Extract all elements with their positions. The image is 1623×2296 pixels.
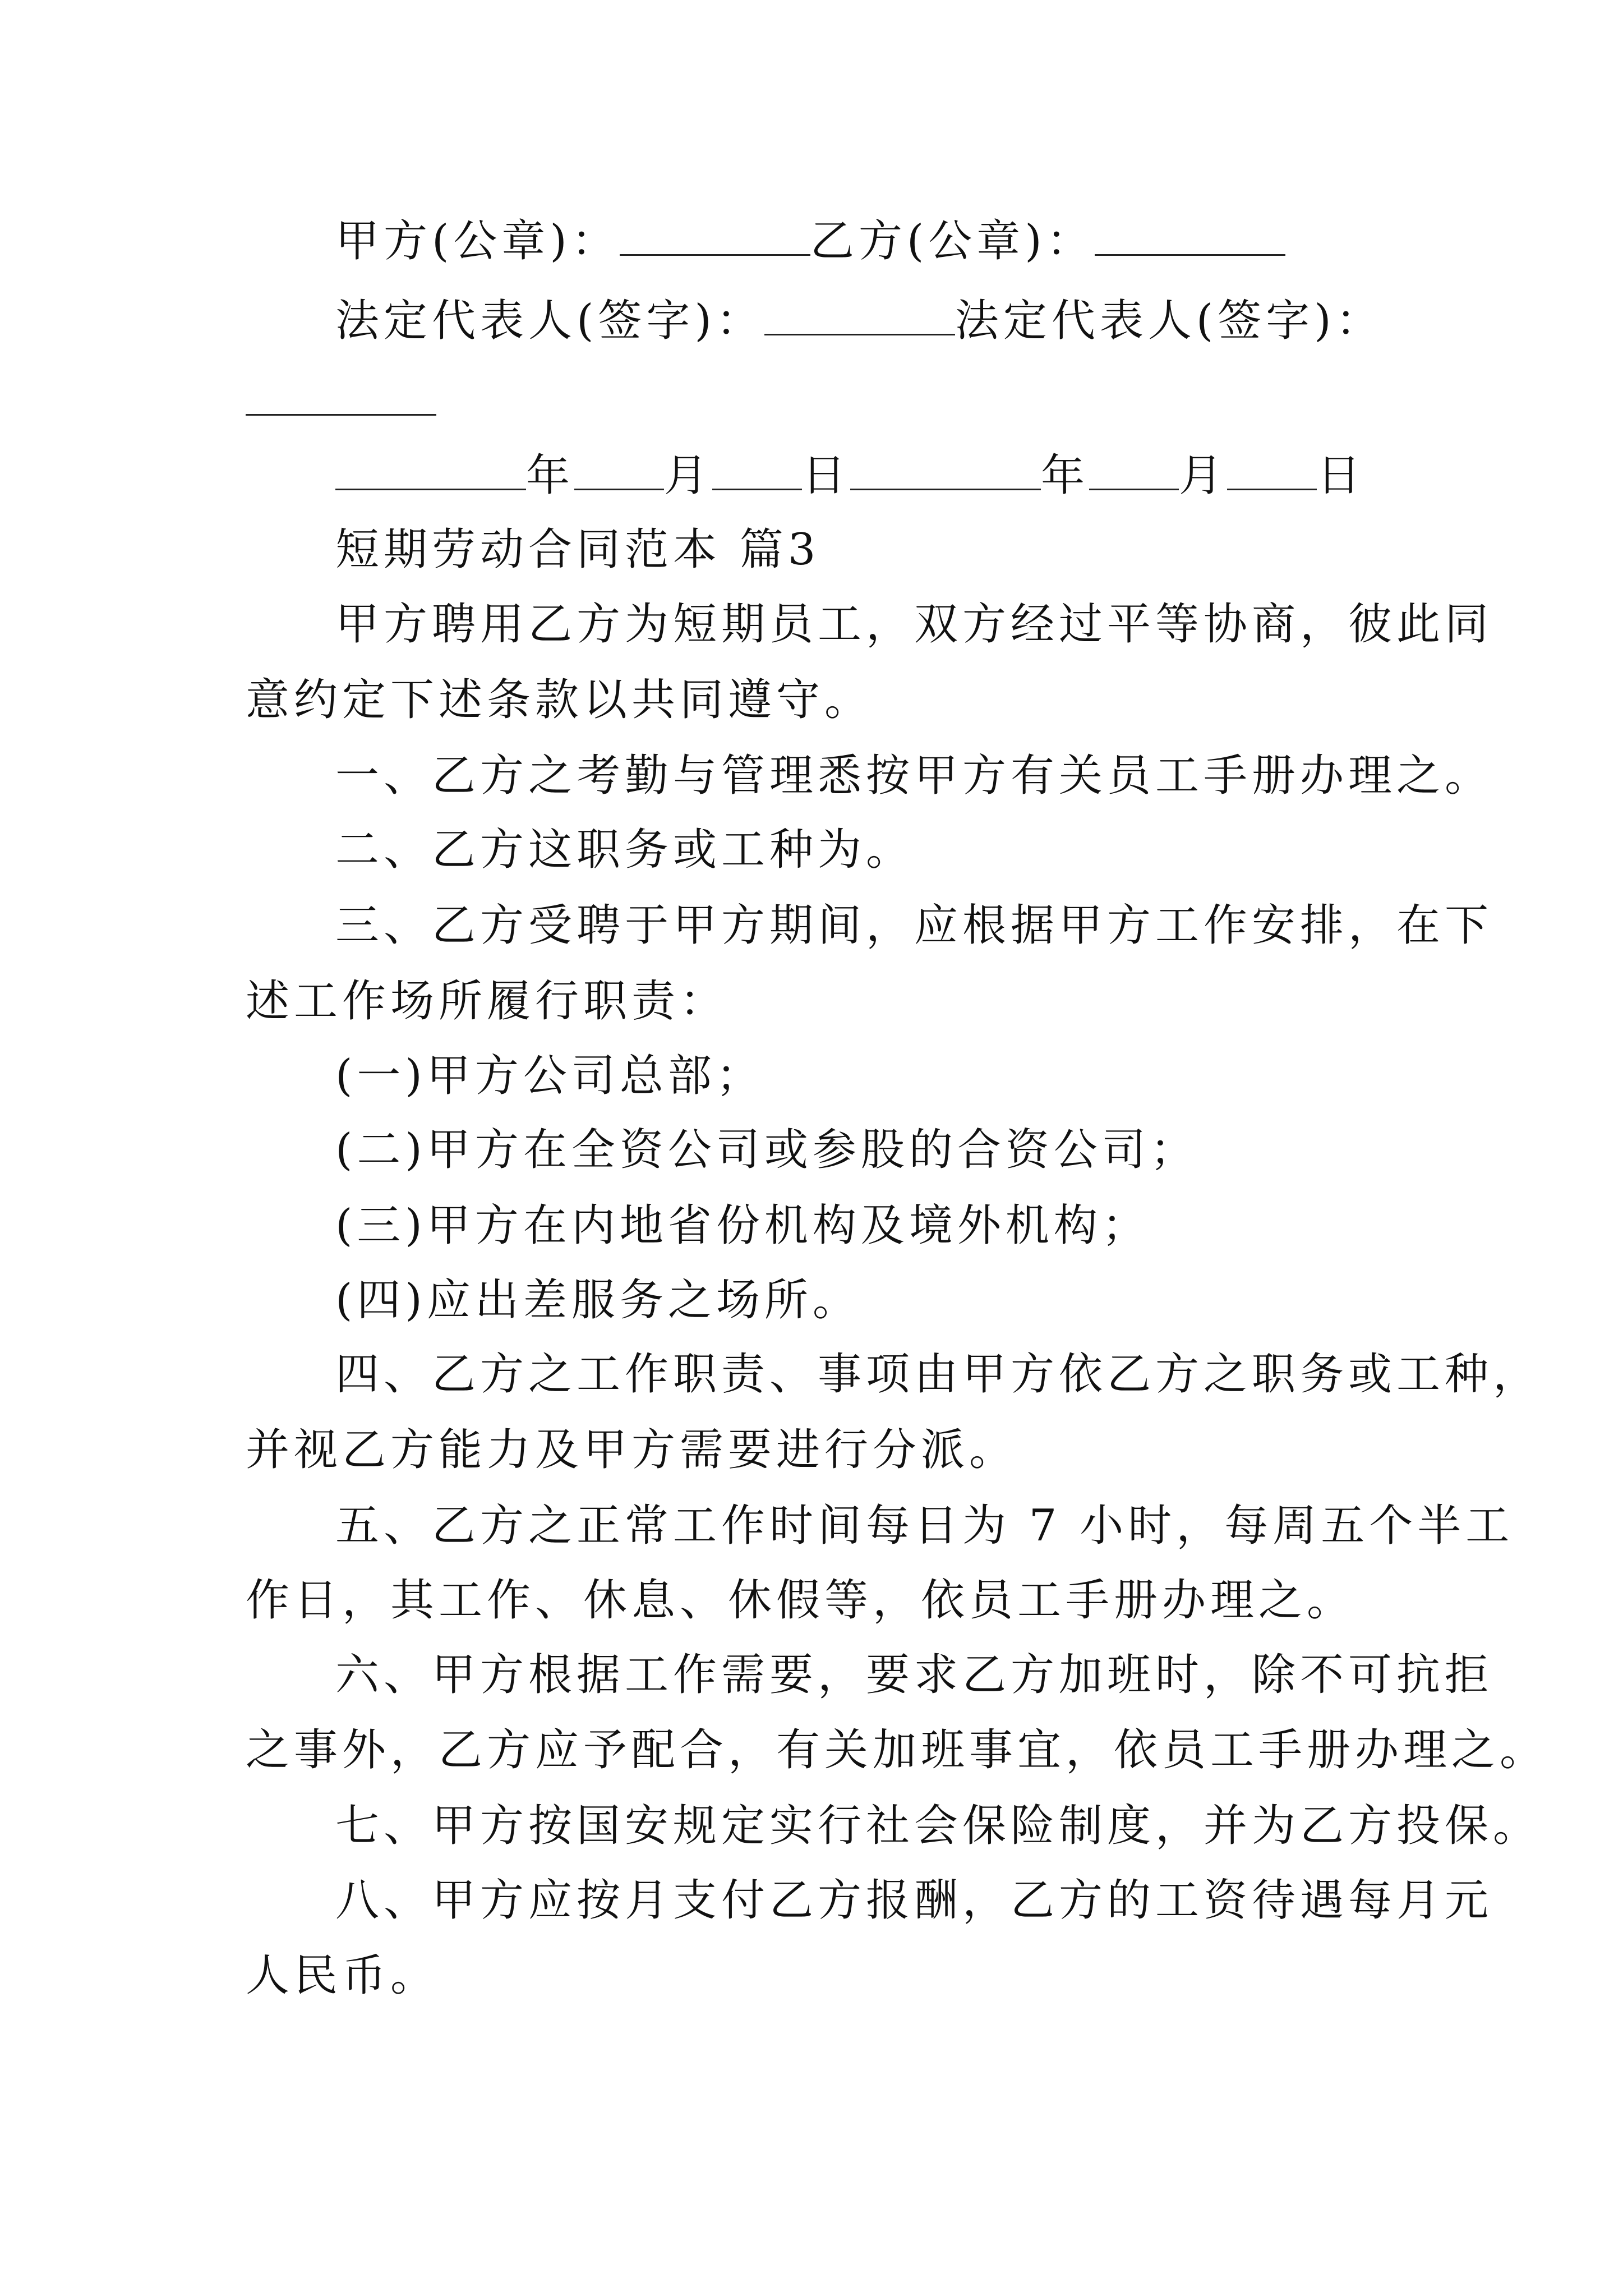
legal-rep-b-blank-line	[246, 373, 436, 429]
clause-4-line-2: 并视乙方能力及甲方需要进行分派。	[246, 1425, 1018, 1475]
clause-8-line-1: 八、甲方应按月支付乙方报酬，乙方的工资待遇每月元	[335, 1875, 1493, 1926]
sub-item-2: (二)甲方在全资公司或参股的合资公司；	[335, 1125, 1198, 1175]
intro-line-2: 意约定下述条款以共同遵守。	[246, 675, 873, 725]
legal-rep-a-label: 法定代表人(签字)：	[335, 296, 764, 346]
month-a-label: 月	[664, 450, 713, 501]
month-b-blank	[1089, 455, 1179, 490]
party-a-seal-label: 甲方(公章)：	[335, 216, 620, 266]
clause-8-line-2: 人民币。	[246, 1950, 439, 2001]
seal-line	[335, 213, 1285, 269]
party-b-seal-blank	[1095, 220, 1285, 256]
section-heading: 短期劳动合同范本 篇3	[335, 524, 820, 575]
clause-3-line-2: 述工作场所履行职责：	[246, 976, 728, 1027]
day-a-blank	[712, 455, 802, 490]
month-a-blank	[574, 455, 664, 490]
party-b-seal-label: 乙方(公章)：	[810, 216, 1095, 266]
clause-5-line-2: 作日，其工作、休息、休假等，依员工手册办理之。	[246, 1575, 1355, 1626]
party-a-seal-blank	[620, 220, 810, 256]
clause-5-line-1: 五、乙方之正常工作时间每日为 7 小时，每周五个半工	[335, 1501, 1514, 1551]
clause-7: 七、甲方按国安规定实行社会保险制度，并为乙方投保。	[335, 1801, 1542, 1851]
month-b-label: 月	[1179, 450, 1228, 501]
year-a-blank	[335, 455, 526, 490]
sub-item-1: (一)甲方公司总部；	[335, 1051, 764, 1101]
year-b-label: 年	[1041, 450, 1090, 501]
date-line	[335, 448, 1365, 504]
legal-rep-line	[335, 293, 1384, 349]
year-b-blank	[850, 455, 1041, 490]
legal-rep-b-label: 法定代表人(签字)：	[955, 296, 1384, 346]
clause-2: 二、乙方这职务或工种为。	[335, 825, 915, 875]
day-b-label: 日	[1317, 450, 1366, 501]
clause-4-line-1: 四、乙方之工作职责、事项由甲方依乙方之职务或工种，	[335, 1349, 1542, 1400]
clause-3-line-1: 三、乙方受聘于甲方期间，应根据甲方工作安排，在下	[335, 900, 1493, 951]
legal-rep-a-blank	[764, 300, 955, 335]
sub-item-4: (四)应出差服务之场所。	[335, 1275, 861, 1326]
clause-1: 一、乙方之考勤与管理悉按甲方有关员工手册办理之。	[335, 751, 1493, 801]
year-a-label: 年	[526, 450, 575, 501]
day-a-label: 日	[802, 450, 851, 501]
sub-item-3: (三)甲方在内地省份机构及境外机构；	[335, 1200, 1150, 1251]
day-b-blank	[1227, 455, 1317, 490]
legal-rep-b-blank	[246, 380, 436, 416]
intro-line-1: 甲方聘用乙方为短期员工，双方经过平等协商，彼此同	[335, 599, 1493, 650]
clause-6-line-2: 之事外，乙方应予配合，有关加班事宜，依员工手册办理之。	[246, 1725, 1548, 1775]
clause-6-line-1: 六、甲方根据工作需要，要求乙方加班时，除不可抗拒	[335, 1650, 1493, 1700]
